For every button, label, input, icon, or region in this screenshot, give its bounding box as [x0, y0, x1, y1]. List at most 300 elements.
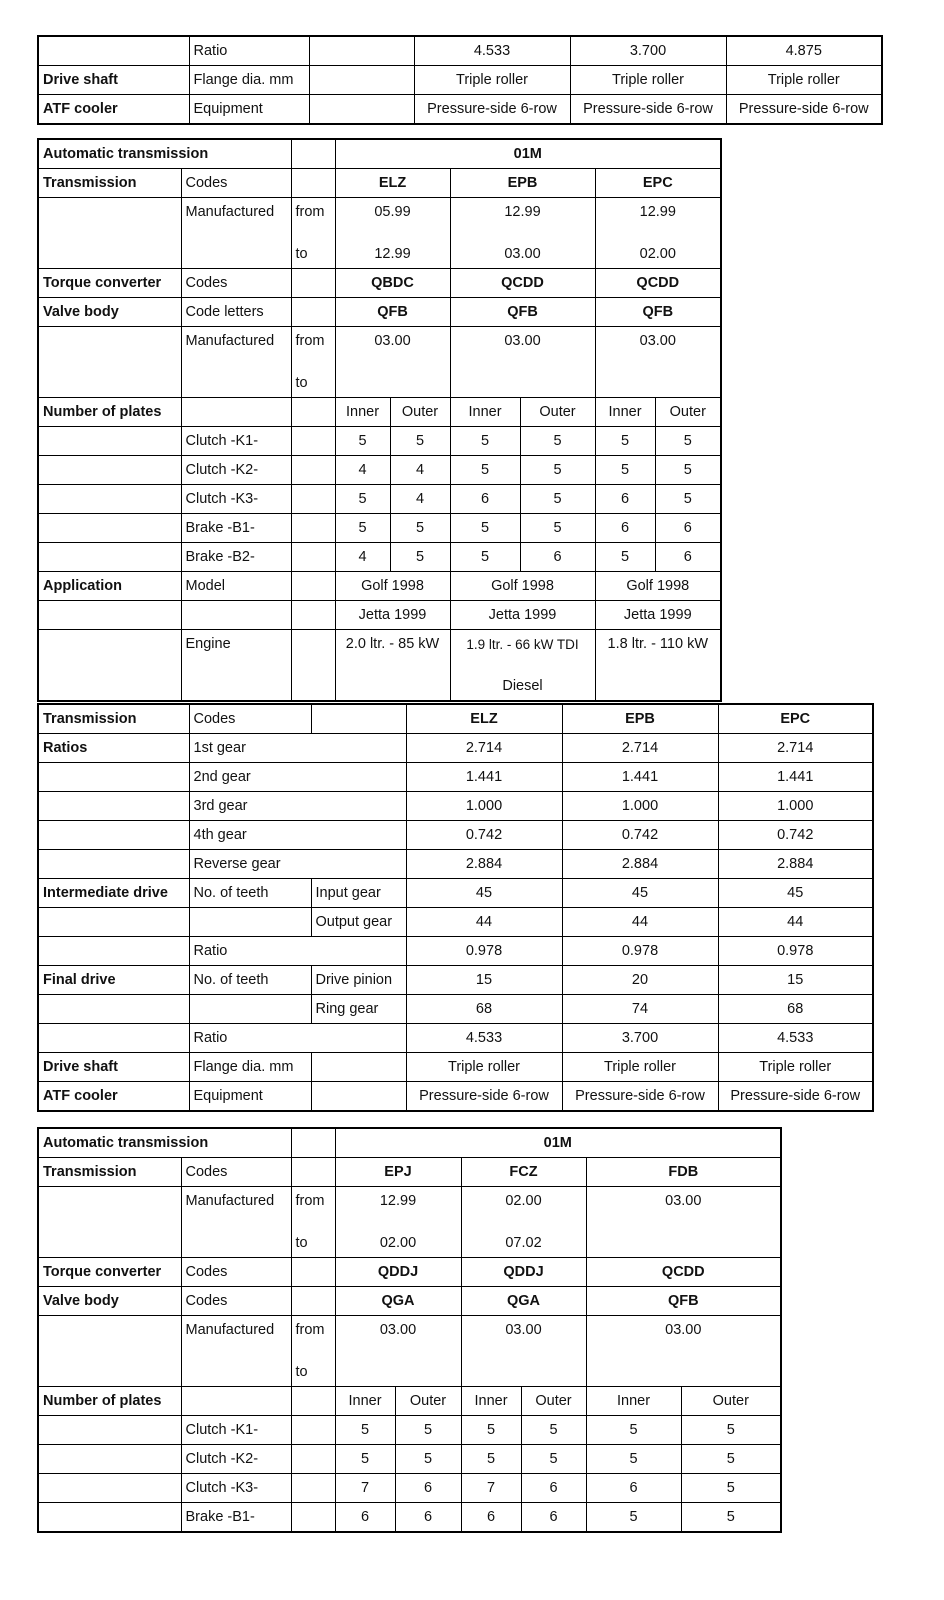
header-label: Automatic transmission — [38, 1128, 291, 1158]
input-gear-label: Input gear — [311, 879, 406, 908]
value-cell: 0.978 — [562, 937, 718, 966]
valve-from-cell: 03.00 — [335, 327, 450, 356]
mfg-to-row — [38, 1215, 781, 1258]
mfg-from-row — [38, 1187, 781, 1216]
application-row-2 — [38, 601, 721, 630]
value-cell: Pressure-side 6-row — [562, 1082, 718, 1112]
spec-row — [38, 95, 882, 125]
model-cell: Golf 1998 — [595, 572, 721, 601]
value-cell: Triple roller — [562, 1053, 718, 1082]
plate-row — [38, 514, 721, 543]
output-gear-row — [38, 908, 873, 937]
plate-row — [38, 1416, 781, 1445]
plate-row — [38, 1503, 781, 1533]
valve-code-cell: QGA — [461, 1287, 586, 1316]
shaft-label: Drive shaft — [38, 1053, 189, 1082]
equipment-label: Equipment — [189, 1082, 311, 1112]
gear-row — [38, 792, 873, 821]
plate-count: 5 — [521, 1416, 586, 1445]
cooler-label: ATF cooler — [38, 1082, 189, 1112]
code-cell: EPC — [718, 704, 873, 734]
valve-codes-label: Codes — [181, 1287, 291, 1316]
mfg-to-cell: 02.00 — [595, 226, 721, 269]
value-cell: Triple roller — [414, 66, 570, 95]
gear-name: 2nd gear — [189, 763, 406, 792]
mfg-to-cell: 03.00 — [450, 226, 595, 269]
empty-cell — [291, 1503, 335, 1533]
teeth-label: No. of teeth — [189, 879, 311, 908]
plate-count: 5 — [520, 514, 595, 543]
header-value: 01M — [335, 1128, 781, 1158]
plate-count: 5 — [395, 1416, 461, 1445]
torque-code-cell: QCDD — [450, 269, 595, 298]
value-cell: 2.714 — [406, 734, 562, 763]
mfg-to-cell — [586, 1215, 781, 1258]
inner-label: Inner — [335, 398, 390, 427]
gear-row — [38, 734, 873, 763]
plate-count: 4 — [390, 485, 450, 514]
valve-code-cell: QGA — [335, 1287, 461, 1316]
plate-count: 5 — [681, 1416, 781, 1445]
value-cell: Triple roller — [718, 1053, 873, 1082]
code-cell: FDB — [586, 1158, 781, 1187]
value-cell: 1.441 — [406, 763, 562, 792]
int-ratio-row — [38, 937, 873, 966]
empty-cell — [291, 456, 335, 485]
value-cell: Pressure-side 6-row — [570, 95, 726, 125]
engine-label: Engine — [181, 630, 291, 659]
outer-label: Outer — [520, 398, 595, 427]
plate-name: Clutch -K1- — [181, 1416, 291, 1445]
code-cell: EPB — [450, 169, 595, 198]
empty-cell — [291, 543, 335, 572]
torque-code-cell: QDDJ — [461, 1258, 586, 1287]
valve-manufactured-label: Manufactured — [181, 1316, 291, 1345]
plate-count: 5 — [390, 427, 450, 456]
torque-codes-label: Codes — [181, 1258, 291, 1287]
mfg-from-cell: 03.00 — [586, 1187, 781, 1216]
gear-row — [38, 763, 873, 792]
mfg-to-cell: 02.00 — [335, 1215, 461, 1258]
manufactured-label: Manufactured — [181, 1187, 291, 1216]
valve-row — [38, 1287, 781, 1316]
ring-label: Ring gear — [311, 995, 406, 1024]
to-label: to — [291, 226, 335, 269]
final-teeth-label: No. of teeth — [189, 966, 311, 995]
empty-cell — [38, 1474, 181, 1503]
plate-count: 6 — [520, 543, 595, 572]
valve-label: Valve body — [38, 298, 181, 327]
value-cell: 3.700 — [570, 36, 726, 66]
plate-count: 5 — [461, 1416, 521, 1445]
codes-row — [38, 169, 721, 198]
model-label: Model — [181, 572, 291, 601]
codes-label: Codes — [189, 704, 311, 734]
plates-header-row — [38, 1387, 781, 1416]
outer-label: Outer — [390, 398, 450, 427]
value-cell: Pressure-side 6-row — [414, 95, 570, 125]
plate-name: Clutch -K1- — [181, 427, 291, 456]
valve-manufactured-label: Manufactured — [181, 327, 291, 356]
value-cell: 4.533 — [414, 36, 570, 66]
plate-count: 6 — [450, 485, 520, 514]
plate-count: 6 — [461, 1503, 521, 1533]
plate-count: 7 — [335, 1474, 395, 1503]
application-row — [38, 572, 721, 601]
cooler-row — [38, 1082, 873, 1112]
value-cell: 44 — [562, 908, 718, 937]
plate-count: 6 — [595, 514, 655, 543]
value-cell: Triple roller — [726, 66, 882, 95]
value-cell: 1.000 — [406, 792, 562, 821]
valve-mfg-from-row — [38, 327, 721, 356]
plate-name: Clutch -K2- — [181, 1445, 291, 1474]
gear-name: 1st gear — [189, 734, 406, 763]
continuation-table-body — [38, 36, 882, 124]
ratios-label: Ratios — [38, 734, 189, 763]
valve-to-label: to — [291, 1344, 335, 1387]
engine-cell: 2.0 ltr. - 85 kW — [335, 630, 450, 659]
spec-row — [38, 36, 882, 66]
row-label — [38, 36, 189, 66]
plate-name: Clutch -K3- — [181, 1474, 291, 1503]
inner-label: Inner — [586, 1387, 681, 1416]
plate-count: 5 — [655, 485, 721, 514]
plate-count: 5 — [655, 456, 721, 485]
plate-row — [38, 485, 721, 514]
ratios-table — [37, 703, 874, 1112]
empty-cell — [38, 485, 181, 514]
plate-count: 5 — [595, 427, 655, 456]
value-cell: 0.742 — [562, 821, 718, 850]
empty-cell — [38, 1503, 181, 1533]
plate-count: 5 — [461, 1445, 521, 1474]
field-label: Equipment — [189, 95, 309, 125]
torque-row — [38, 269, 721, 298]
plate-name: Clutch -K3- — [181, 485, 291, 514]
valve-label: Valve body — [38, 1287, 181, 1316]
empty-cell — [38, 514, 181, 543]
plate-count: 6 — [395, 1503, 461, 1533]
empty-cell — [291, 514, 335, 543]
torque-code-cell: QDDJ — [335, 1258, 461, 1287]
value-cell: 1.000 — [718, 792, 873, 821]
value-cell: 2.714 — [718, 734, 873, 763]
plate-row — [38, 543, 721, 572]
shaft-row — [38, 1053, 873, 1082]
torque-code-cell: QCDD — [586, 1258, 781, 1287]
plate-count: 5 — [520, 485, 595, 514]
value-cell: 45 — [562, 879, 718, 908]
plate-count: 5 — [390, 514, 450, 543]
manufactured-label: Manufactured — [181, 198, 291, 227]
sub-label — [309, 36, 414, 66]
gear-name: 3rd gear — [189, 792, 406, 821]
final-label: Final drive — [38, 966, 189, 995]
torque-label: Torque converter — [38, 269, 181, 298]
outer-label: Outer — [681, 1387, 781, 1416]
empty-cell — [38, 456, 181, 485]
valve-from-cell: 03.00 — [450, 327, 595, 356]
empty-cell — [38, 763, 189, 792]
value-cell: Pressure-side 6-row — [726, 95, 882, 125]
torque-label: Torque converter — [38, 1258, 181, 1287]
valve-code-cell: QFB — [586, 1287, 781, 1316]
plate-count: 5 — [450, 427, 520, 456]
codes-row — [38, 704, 873, 734]
plate-count: 5 — [450, 543, 520, 572]
plate-name: Brake -B2- — [181, 543, 291, 572]
plate-count: 5 — [395, 1445, 461, 1474]
model-cell: Golf 1998 — [450, 572, 595, 601]
inner-label: Inner — [595, 398, 655, 427]
transmission-label: Transmission — [38, 169, 181, 198]
value-cell: Triple roller — [406, 1053, 562, 1082]
plate-name: Brake -B1- — [181, 1503, 291, 1533]
code-cell: EPC — [595, 169, 721, 198]
plates-label: Number of plates — [38, 398, 181, 427]
plate-count: 5 — [655, 427, 721, 456]
torque-codes-label: Codes — [181, 269, 291, 298]
code-cell: FCZ — [461, 1158, 586, 1187]
empty-cell — [38, 427, 181, 456]
value-cell: 4.533 — [718, 1024, 873, 1053]
plate-count: 5 — [335, 514, 390, 543]
model-cell: Golf 1998 — [335, 572, 450, 601]
plate-row — [38, 456, 721, 485]
value-cell: 2.714 — [562, 734, 718, 763]
plate-count: 6 — [655, 514, 721, 543]
from-label: from — [291, 198, 335, 227]
valve-from-label: from — [291, 327, 335, 356]
plate-count: 5 — [520, 427, 595, 456]
value-cell: 4.875 — [726, 36, 882, 66]
valve-mfg-from-row — [38, 1316, 781, 1345]
plate-row — [38, 427, 721, 456]
plates-body — [38, 1416, 781, 1533]
value-cell: 0.978 — [406, 937, 562, 966]
value-cell: 1.441 — [718, 763, 873, 792]
plate-count: 6 — [335, 1503, 395, 1533]
final-ratio-row — [38, 1024, 873, 1053]
gear-name: Reverse gear — [189, 850, 406, 879]
mfg-to-cell: 07.02 — [461, 1215, 586, 1258]
outer-label: Outer — [395, 1387, 461, 1416]
value-cell: 44 — [406, 908, 562, 937]
plates-label: Number of plates — [38, 1387, 181, 1416]
valve-from-cell: 03.00 — [586, 1316, 781, 1345]
header-value: 01M — [335, 139, 721, 169]
value-cell: 0.978 — [718, 937, 873, 966]
plate-count: 5 — [521, 1445, 586, 1474]
plate-count: 5 — [335, 485, 390, 514]
plate-count: 5 — [681, 1503, 781, 1533]
model-cell: Jetta 1999 — [335, 601, 450, 630]
plates-body — [38, 427, 721, 572]
empty-cell — [38, 543, 181, 572]
transmission-spec-table-1 — [37, 138, 722, 702]
row-label: ATF cooler — [38, 95, 189, 125]
plate-count: 5 — [450, 456, 520, 485]
inner-label: Inner — [450, 398, 520, 427]
valve-from-cell: 03.00 — [335, 1316, 461, 1345]
torque-code-cell: QCDD — [595, 269, 721, 298]
plate-count: 5 — [681, 1474, 781, 1503]
empty-cell — [291, 1416, 335, 1445]
value-cell: 15 — [718, 966, 873, 995]
mfg-from-row — [38, 198, 721, 227]
torque-code-cell: QBDC — [335, 269, 450, 298]
codes-row — [38, 1158, 781, 1187]
mfg-to-cell: 12.99 — [335, 226, 450, 269]
empty-cell — [38, 850, 189, 879]
plate-count: 4 — [335, 456, 390, 485]
value-cell: 0.742 — [406, 821, 562, 850]
sub-label — [309, 95, 414, 125]
gear-row — [38, 850, 873, 879]
plate-count: 5 — [586, 1503, 681, 1533]
code-cell: EPB — [562, 704, 718, 734]
value-cell: 4.533 — [406, 1024, 562, 1053]
plate-count: 6 — [655, 543, 721, 572]
plate-count: 5 — [586, 1445, 681, 1474]
plate-count: 5 — [520, 456, 595, 485]
plates-header-row — [38, 398, 721, 427]
plate-count: 5 — [595, 543, 655, 572]
engine-cell: 1.8 ltr. - 110 kW — [595, 630, 721, 659]
value-cell: 15 — [406, 966, 562, 995]
value-cell: 20 — [562, 966, 718, 995]
plate-count: 5 — [586, 1416, 681, 1445]
empty-cell — [38, 792, 189, 821]
value-cell: 2.884 — [718, 850, 873, 879]
outer-label: Outer — [655, 398, 721, 427]
gear-row — [38, 821, 873, 850]
valve-mfg-to-row — [38, 355, 721, 398]
value-cell: 2.884 — [406, 850, 562, 879]
value-cell: 1.441 — [562, 763, 718, 792]
engine-note: Diesel — [450, 658, 595, 701]
value-cell: 45 — [406, 879, 562, 908]
valve-from-label: from — [291, 1316, 335, 1345]
plate-row — [38, 1474, 781, 1503]
codes-label: Codes — [181, 1158, 291, 1187]
from-label: from — [291, 1187, 335, 1216]
mfg-to-row — [38, 226, 721, 269]
input-gear-row — [38, 879, 873, 908]
empty-cell — [291, 427, 335, 456]
plate-count: 5 — [450, 514, 520, 543]
torque-row — [38, 1258, 781, 1287]
header-row — [38, 1128, 781, 1158]
value-cell: 44 — [718, 908, 873, 937]
code-cell: EPJ — [335, 1158, 461, 1187]
plate-count: 5 — [335, 427, 390, 456]
code-cell: ELZ — [406, 704, 562, 734]
header-label: Automatic transmission — [38, 139, 291, 169]
engine-cell: 1.9 ltr. - 66 kW TDI — [450, 630, 595, 659]
sub-label — [309, 66, 414, 95]
value-cell: Triple roller — [570, 66, 726, 95]
pinion-label: Drive pinion — [311, 966, 406, 995]
value-cell: Pressure-side 6-row — [406, 1082, 562, 1112]
value-cell: 3.700 — [562, 1024, 718, 1053]
valve-row — [38, 298, 721, 327]
plate-count: 5 — [681, 1445, 781, 1474]
inner-label: Inner — [461, 1387, 521, 1416]
mfg-from-cell: 12.99 — [450, 198, 595, 227]
mfg-from-cell: 05.99 — [335, 198, 450, 227]
valve-mfg-to-row — [38, 1344, 781, 1387]
spec-row — [38, 66, 882, 95]
valve-code-cell: QFB — [450, 298, 595, 327]
row-label: Drive shaft — [38, 66, 189, 95]
gear-name: 4th gear — [189, 821, 406, 850]
plate-count: 6 — [521, 1474, 586, 1503]
value-cell: 68 — [718, 995, 873, 1024]
plate-count: 5 — [390, 543, 450, 572]
pinion-row — [38, 966, 873, 995]
value-cell: Pressure-side 6-row — [718, 1082, 873, 1112]
empty-cell — [38, 1445, 181, 1474]
plate-name: Clutch -K2- — [181, 456, 291, 485]
field-label: Flange dia. mm — [189, 66, 309, 95]
value-cell: 2.884 — [562, 850, 718, 879]
model-cell: Jetta 1999 — [450, 601, 595, 630]
mfg-from-cell: 12.99 — [335, 1187, 461, 1216]
empty-cell — [291, 1474, 335, 1503]
valve-codes-label: Code letters — [181, 298, 291, 327]
header-row — [38, 139, 721, 169]
mfg-from-cell: 02.00 — [461, 1187, 586, 1216]
flange-label: Flange dia. mm — [189, 1053, 311, 1082]
value-cell: 0.742 — [718, 821, 873, 850]
value-cell: 45 — [718, 879, 873, 908]
field-label: Ratio — [189, 36, 309, 66]
inner-label: Inner — [335, 1387, 395, 1416]
final-ratio-label: Ratio — [189, 1024, 406, 1053]
ring-row — [38, 995, 873, 1024]
plate-count: 4 — [335, 543, 390, 572]
codes-label: Codes — [181, 169, 291, 198]
valve-from-cell: 03.00 — [461, 1316, 586, 1345]
valve-from-cell: 03.00 — [595, 327, 721, 356]
engine-row — [38, 630, 721, 659]
code-cell: ELZ — [335, 169, 450, 198]
model-cell: Jetta 1999 — [595, 601, 721, 630]
plate-row — [38, 1445, 781, 1474]
to-label: to — [291, 1215, 335, 1258]
value-cell: 74 — [562, 995, 718, 1024]
empty-cell — [291, 1445, 335, 1474]
plate-count: 5 — [595, 456, 655, 485]
plate-count: 6 — [586, 1474, 681, 1503]
application-label: Application — [38, 572, 181, 601]
valve-code-cell: QFB — [335, 298, 450, 327]
empty-cell — [38, 1416, 181, 1445]
int-ratio-label: Ratio — [189, 937, 406, 966]
plate-count: 7 — [461, 1474, 521, 1503]
transmission-label: Transmission — [38, 1158, 181, 1187]
transmission-spec-table-2 — [37, 1127, 782, 1533]
mfg-from-cell: 12.99 — [595, 198, 721, 227]
plate-count: 5 — [335, 1445, 395, 1474]
value-cell: 68 — [406, 995, 562, 1024]
continuation-table — [37, 35, 883, 125]
intermediate-label: Intermediate drive — [38, 879, 189, 908]
transmission-label: Transmission — [38, 704, 189, 734]
plate-count: 4 — [390, 456, 450, 485]
